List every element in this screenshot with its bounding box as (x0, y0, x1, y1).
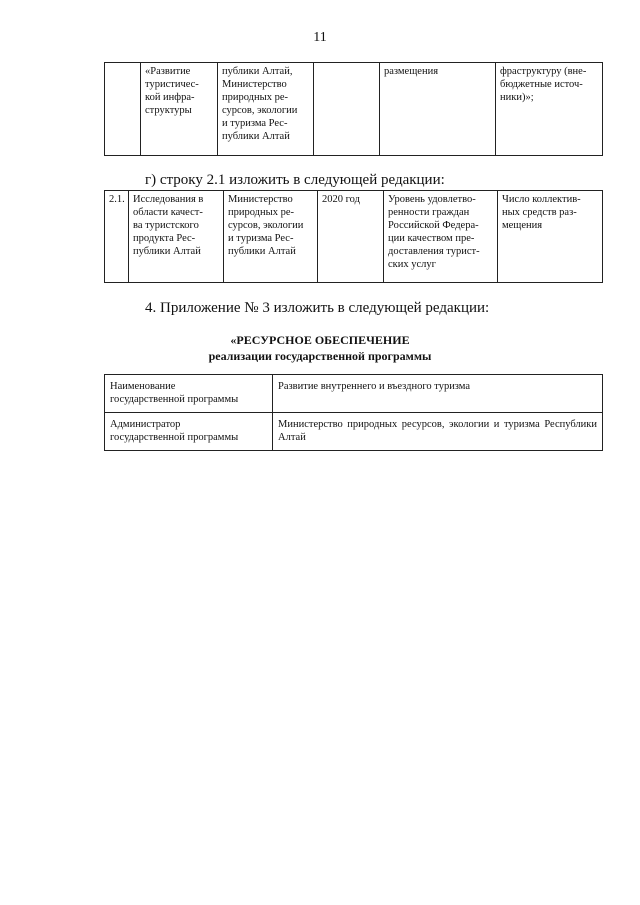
table-row (105, 375, 603, 413)
table-cell (105, 63, 141, 156)
table-cell: Число коллектив- ных средств раз- мещения (498, 191, 603, 283)
table-cell: размещения (380, 63, 496, 156)
table-cell: фраструктуру (вне- бюджетные источ- ники)»; (496, 63, 603, 156)
page-number: 11 (313, 30, 327, 45)
table-cell: публики Алтай, Министерство природных ре- сурсов, экологии и туризма Рес- публики Алтай (218, 63, 314, 156)
paragraph-4: 4. Приложение № 3 изложить в следующей редакции: (145, 300, 490, 316)
row-label: Администратор государственной программы (105, 413, 273, 451)
program-table-continuation (104, 62, 603, 156)
resource-table (104, 374, 603, 451)
table-cell: Уровень удовлетво- ренности граждан Российской Федера- ции качеством пре- доставления турист- ских услуг (384, 191, 498, 283)
row-value: Развитие внутреннего и въездного туризма (273, 375, 603, 413)
table-row (105, 413, 603, 451)
table-row (105, 63, 603, 156)
row-2-1-table (104, 190, 603, 283)
table-row (105, 191, 603, 283)
table-cell: 2020 год (318, 191, 384, 283)
section-subtitle: реализации государственной программы (208, 349, 432, 363)
table-cell: Министерство природных ре- сурсов, экологии и туризма Рес- публики Алтай (224, 191, 318, 283)
row-label: Наименование государственной программы (105, 375, 273, 413)
table-cell: «Развитие туристичес- кой инфра- структуры (141, 63, 218, 156)
table-cell: Исследования в области качест- ва туристского продукта Рес- публики Алтай (129, 191, 224, 283)
table-cell (314, 63, 380, 156)
paragraph-g: г) строку 2.1 изложить в следующей редакции: (145, 172, 445, 188)
row-value: Министерство природных ресурсов, экологии и туризма Республики Алтай (273, 413, 603, 451)
section-title: «РЕСУРСНОЕ ОБЕСПЕЧЕНИЕ (230, 333, 410, 347)
row-number-cell: 2.1. (105, 191, 129, 283)
